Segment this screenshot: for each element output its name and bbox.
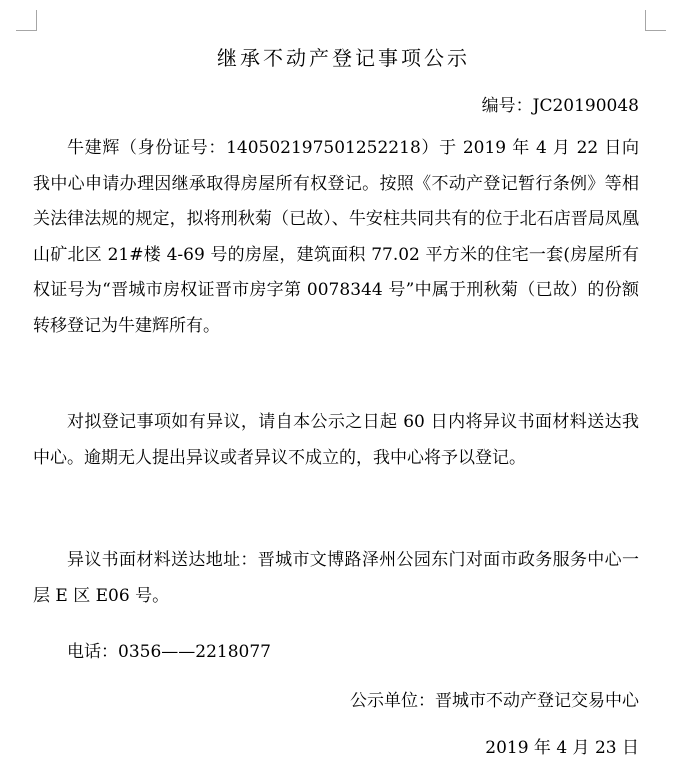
issue-date: 2019 年 4 月 23 日 bbox=[485, 738, 639, 758]
margin-mark-top-right bbox=[645, 10, 666, 31]
margin-mark-top-left bbox=[16, 10, 37, 31]
paragraph-address: 异议书面材料送达地址：晋城市文博路泽州公园东门对面市政务服务中心一层 E 区 E06 号。 bbox=[33, 550, 639, 606]
document-title: 继承不动产登记事项公示 bbox=[217, 46, 470, 70]
issuer: 公示单位：晋城市不动产登记交易中心 bbox=[350, 691, 639, 711]
paragraph-objection: 对拟登记事项如有异议，请自本公示之日起 60 日内将异议书面材料送达我中心。逾期无人提出异议或者异议不成立的，我中心将予以登记。 bbox=[33, 412, 639, 468]
paragraph-main: 牛建辉（身份证号：140502197501252218）于 2019 年 4 月 22 日向我中心申请办理因继承取得房屋所有权登记。按照《不动产登记暂行条例》等相关法律法规的规定，拟将刑秋菊（已故）、牛安柱共同共有的位于北石店晋局凤凰山矿北区 21#楼 4-69 号的房屋，建筑面积 77.02 平方米的住宅一套(房屋所有权证号为“晋城市房权证晋市房字第 0078344 号”中属于刑秋菊（已故）的份额转移登记为牛建辉所有。 bbox=[33, 138, 639, 336]
document-number: 编号：JC20190048 bbox=[481, 96, 639, 116]
paragraph-phone: 电话：0356——2218077 bbox=[67, 642, 271, 662]
